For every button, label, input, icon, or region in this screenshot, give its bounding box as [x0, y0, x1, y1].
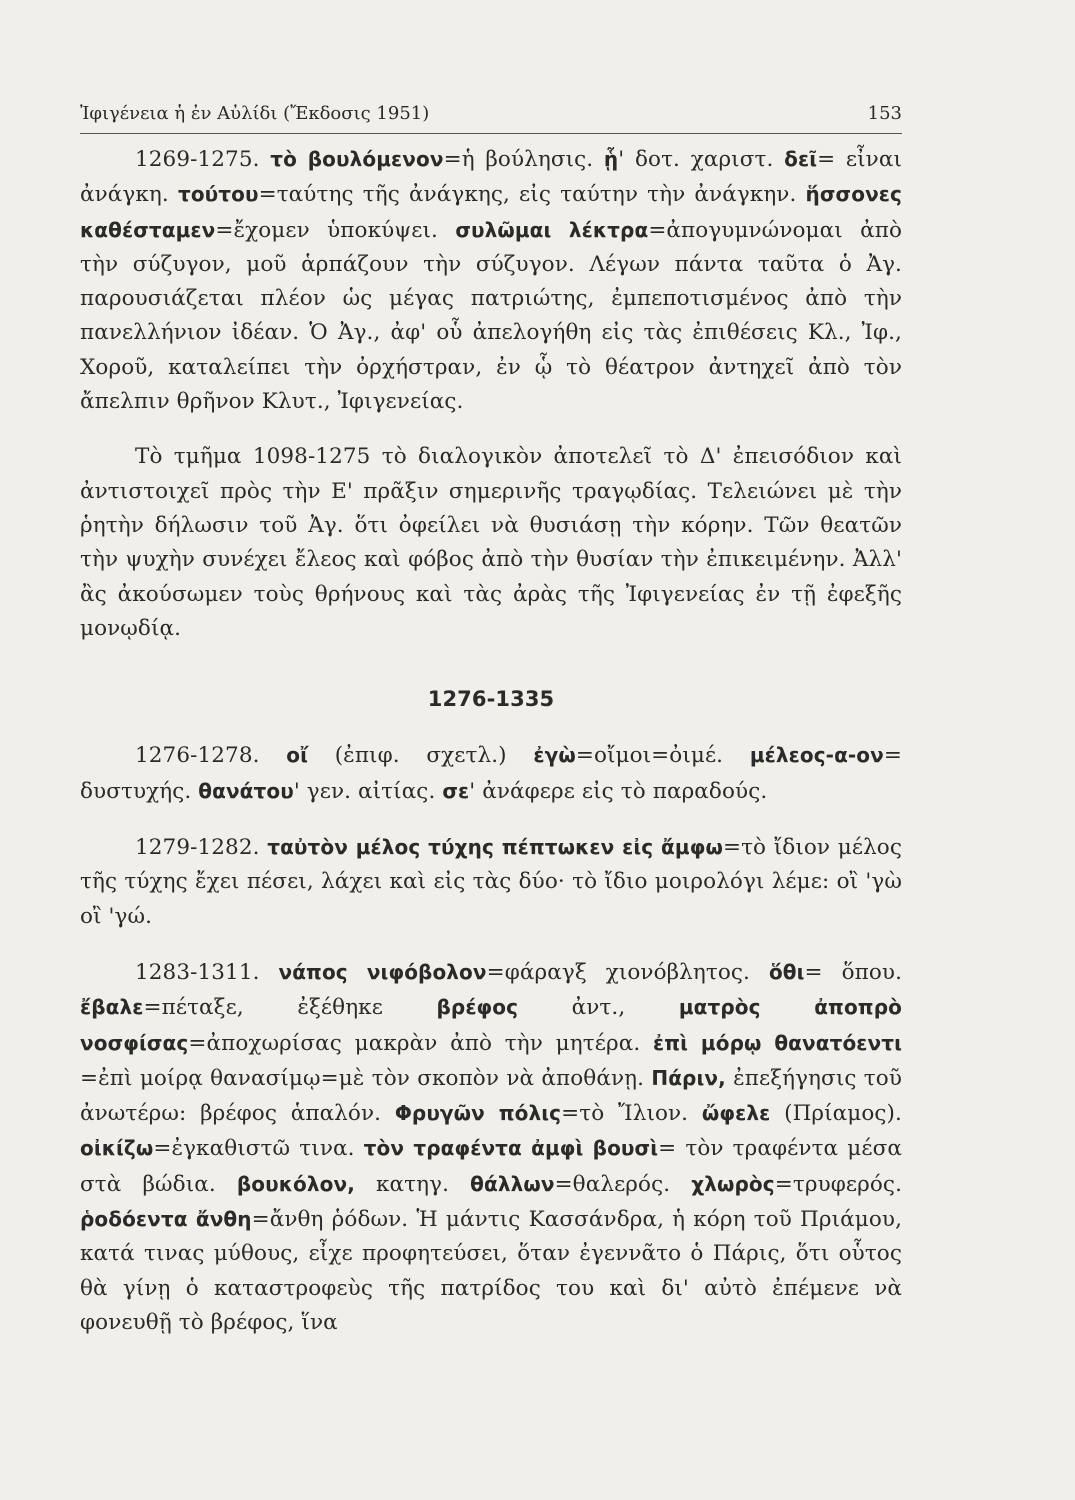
text-run: =ἐπὶ μοίρᾳ θανασίμῳ=μὲ τὸν σκοπὸν νὰ ἀποθάνῃ.: [80, 1065, 652, 1091]
commentary-paragraph-1283-1311: [80, 955, 902, 1340]
lemma: τὸ βουλόμενον: [270, 147, 444, 171]
lemma: βουκόλον,: [236, 1171, 355, 1196]
text-run: =ἀπογυμνώνομαι ἀπὸ τὴν σύζυγον, μοῦ ἁρπάζουν τὴν σύζυγον. Λέγων πάντα ταῦτα ὁ Ἀγ. παρουσιάζεται πλέον ὡς μέγας πατριώτης, ἐμπεποτισμένος ἀπὸ τὴν πανελλήνιον ἰδέαν. Ὁ Ἀγ., ἀφ' οὗ ἀπελογήθη εἰς τὰς ἐπιθέσεις Κλ., Ἰφ., Χοροῦ, καταλείπει τὴν ὀρχήστραν, ἐν ᾧ τὸ θέατρον ἀντηχεῖ ἀπὸ τὸν ἄπελπιν θρῆνον Κλυτ., Ἰφιγενείας.: [80, 217, 903, 415]
text-run: =τὸ ἴδιον μέλος τῆς τύχης ἔχει πέσει, λάχει καὶ εἰς τὰς δύο· τὸ ἴδιο μοιρολόγι λέμε: οἲ 'γὼ οἲ 'γώ.: [80, 835, 902, 929]
summary-paragraph: Τὸ τμῆμα 1098-1275 τὸ διαλογικὸν ἀποτελεῖ τὸ Δ' ἐπεισόδιον καὶ ἀντιστοιχεῖ πρὸς τὴν Ε' πρᾶξιν σημερινῆς τραγῳδίας. Τελειώνει μὲ τὴν ῥητὴν δήλωσιν τοῦ Ἀγ. ὅτι ὀφείλει νὰ θυσιάσῃ τὴν κόρην. Τῶν θεατῶν τὴν ψυχὴν συνέχει ἔλεος καὶ φόβος ἀπὸ τὴν θυσίαν τὴν ἐπικειμένην. Ἀλλ' ἂς ἀκούσωμεν τοὺς θρήνους καὶ τὰς ἀρὰς τῆς Ἰφιγενείας ἐν τῇ ἐφεξῆς μονῳδίᾳ.: [80, 444, 902, 641]
lemma: βρέφος: [436, 995, 519, 1020]
page-number: 153: [867, 103, 902, 124]
section-heading: 1276-1335: [427, 687, 555, 712]
lemma: ὤφελε: [701, 1101, 771, 1126]
lemma: ὅθι: [768, 959, 805, 984]
lemma: ᾗ: [603, 147, 619, 171]
text-run: = τὸν τραφέντα μέσα στὰ βώδια.: [80, 1136, 902, 1197]
lemma: τὸν τραφέντα ἀμφὶ βουσὶ: [363, 1136, 659, 1161]
text-run: κατηγ.: [354, 1171, 471, 1197]
lemma: οἴ: [286, 743, 308, 768]
text-run: =ταύτης τῆς ἀνάγκης, εἰς ταύτην τὴν ἀνάγκην.: [258, 182, 806, 208]
text-run: 1283-1311.: [135, 959, 279, 985]
text-run: =ἔχομεν ὑποκύψει.: [215, 217, 456, 243]
lemma: ἥσσονες καθέσταμεν: [80, 182, 902, 242]
text-run: = εἶναι ἀνάγκη.: [80, 147, 902, 208]
lemma: ἐγὼ: [533, 743, 576, 768]
text-run: (Πρίαμος).: [770, 1101, 902, 1127]
text-run: = δυστυχής.: [80, 743, 902, 804]
text-run: =πέταξε, ἐξέθηκε: [143, 995, 437, 1021]
commentary-paragraph-1276-1278: [80, 738, 902, 809]
lemma: ματρὸς ἀποπρὸ νοσφίσας: [80, 995, 902, 1055]
text-run: =ἡ βούλησις.: [443, 147, 604, 172]
text-run: 1276-1278.: [135, 743, 287, 769]
lemma: Φρυγῶν πόλις: [394, 1101, 562, 1126]
text-run: =ἀποχωρίσας μακρὰν ἀπὸ τὴν μητέρα.: [188, 1030, 653, 1056]
lemma: ἔβαλε: [80, 995, 144, 1020]
text-run: ' ἀνάφερε εἰς τὸ παραδούς.: [469, 778, 768, 804]
text-run: = ὅπου.: [804, 959, 902, 985]
lemma: νάπος νιφόβολον: [278, 959, 487, 984]
commentary-paragraph-1269-1275: [80, 142, 902, 419]
text-run: ' δοτ. χαριστ.: [618, 147, 785, 172]
commentary-paragraph-1279-1282: [80, 830, 902, 934]
lemma: ῥοδόεντα ἄνθη: [80, 1207, 252, 1232]
lemma: χλωρὸς: [691, 1171, 775, 1196]
lemma: Πάριν,: [651, 1065, 726, 1090]
text-run: ἀντ.,: [518, 995, 679, 1021]
lemma: δεῖ: [784, 147, 818, 171]
running-header: [80, 103, 902, 124]
lemma: ταὐτὸν μέλος τύχης πέπτωκεν εἰς ἄμφω: [267, 835, 723, 860]
text-run: =θαλερός.: [554, 1171, 692, 1197]
lemma: τούτου: [177, 182, 259, 207]
page-body: [80, 142, 902, 1340]
text-run: =ἄνθη ῥόδων. Ἡ μάντις Κασσάνδρα, ἡ κόρη τοῦ Πριάμου, κατά τινας μύθους, εἶχε προφητεύσει, ὅταν ἐγεννᾶτο ὁ Πάρις, ὅτι οὗτος θὰ γίνῃ ὁ καταστροφεὺς τῆς πατρίδος του καὶ δι' αὐτὸ ἐπέμενε νὰ φονευθῇ τὸ βρέφος, ἵνα: [80, 1207, 903, 1335]
text-run: =τὸ Ἴλιον.: [561, 1101, 702, 1127]
text-run: ἐπεξήγησις τοῦ ἀνωτέρω: βρέφος ἁπαλόν.: [80, 1065, 902, 1127]
lemma: θανάτου: [198, 778, 294, 803]
lemma: σε: [442, 778, 470, 803]
text-run: =τρυφερός.: [774, 1171, 903, 1197]
text-run: =ἐγκαθιστῶ τινα.: [153, 1136, 364, 1162]
text-run: ' γεν. αἰτίας.: [293, 778, 443, 804]
text-run: 1279-1282.: [135, 835, 268, 861]
running-title: Ἰφιγένεια ἡ ἐν Αὐλίδι (Ἔκδοσις 1951): [80, 103, 430, 124]
lemma: συλῶμαι λέκτρα: [455, 217, 649, 242]
lemma: οἰκίζω: [80, 1136, 154, 1161]
lemma: μέλεος-α-ον: [749, 743, 884, 768]
header-rule: [80, 133, 902, 134]
text-run: =φάραγξ χιονόβλητος.: [486, 959, 769, 985]
text-run: 1269-1275.: [135, 147, 271, 172]
text-run: =οἴμοι=ὀιμέ.: [575, 743, 750, 769]
text-run: (ἐπιφ. σχετλ.): [307, 743, 534, 769]
lemma: θάλλων: [470, 1171, 555, 1196]
lemma: ἐπὶ μόρῳ θανατόεντι: [653, 1030, 902, 1055]
